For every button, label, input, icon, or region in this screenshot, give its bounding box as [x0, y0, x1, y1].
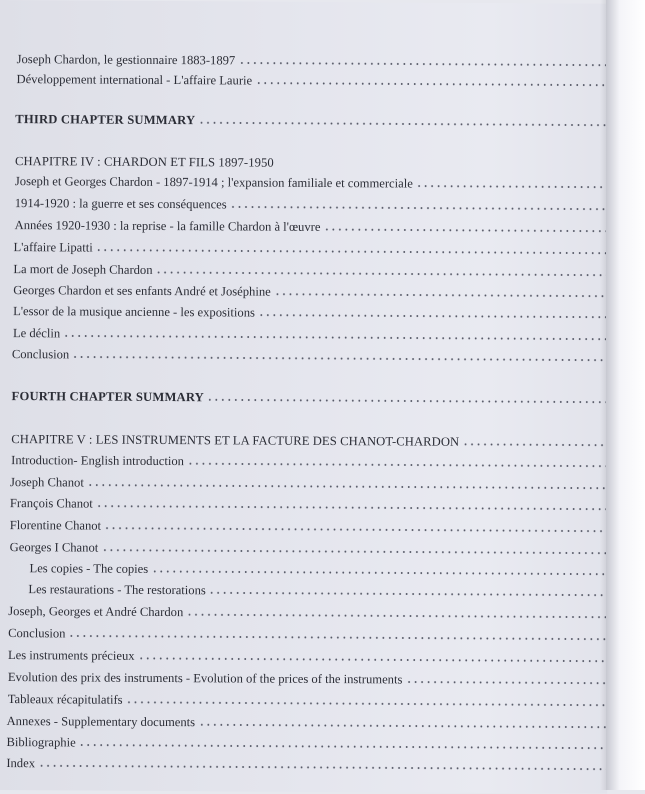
dot-leader: [462, 443, 622, 447]
toc-entry: [13, 256, 643, 280]
toc-entry-title: Les instruments précieux: [7, 648, 135, 663]
toc-entry-title: THIRD CHAPTER SUMMARY: [15, 112, 196, 128]
dot-leader: [101, 549, 620, 555]
toc-entry-title: François Chanot: [9, 496, 93, 511]
page-edge: [606, 0, 645, 790]
dot-leader: [238, 61, 627, 66]
toc-entry: [13, 277, 643, 301]
toc-summary-heading: [12, 383, 642, 407]
toc-entry-title: L'affaire Lipatti: [13, 240, 93, 255]
dot-leader: [87, 484, 621, 490]
toc-entry: [8, 620, 638, 644]
toc-entry: [8, 664, 638, 688]
toc-entry: [15, 212, 645, 236]
dot-leader: [209, 591, 620, 597]
dot-leader: [68, 634, 619, 640]
toc-entry-title: CHAPITRE IV : CHARDON ET FILS 1897-1950: [14, 154, 274, 170]
dot-leader: [151, 570, 620, 576]
toc-entry-title: Bibliographie: [6, 735, 76, 750]
toc-entry-title: Index: [6, 756, 36, 771]
toc-entry-title: Joseph, Georges et André Chardon: [8, 604, 184, 620]
toc-entry-title: Années 1920-1930 : la reprise - la famille Chardon à l'œuvre: [14, 218, 321, 234]
toc-entry-title: Les restaurations - The restorations: [28, 582, 206, 598]
toc-entry: [6, 750, 636, 774]
toc-entry: [9, 555, 639, 579]
dot-leader: [198, 723, 617, 729]
dot-leader: [405, 680, 618, 684]
toc-entry: [10, 512, 640, 536]
toc-entry: [13, 298, 643, 322]
toc-entry-title: FOURTH CHAPTER SUMMARY: [11, 389, 205, 405]
dot-leader: [187, 462, 622, 468]
toc-entry: [16, 66, 645, 90]
toc-entry: [8, 598, 638, 622]
toc-entry: [13, 234, 643, 258]
toc-entry-title: Georges I Chanot: [9, 540, 99, 555]
dot-leader: [79, 743, 618, 749]
toc-entry-title: Georges Chardon et ses enfants André et Joséphine: [13, 283, 271, 299]
dot-leader: [416, 185, 626, 189]
dot-leader: [323, 228, 625, 233]
dot-leader: [72, 355, 623, 361]
toc-entry-title: Conclusion: [11, 347, 70, 362]
toc-entry-title: La mort de Joseph Chardon: [13, 262, 153, 277]
toc-summary-heading: [15, 106, 645, 130]
toc-entry-title: Développement international - L'affaire Laurie: [16, 72, 253, 88]
dot-leader: [38, 764, 617, 771]
toc-entry: [11, 447, 641, 471]
dot-leader: [96, 249, 625, 255]
toc-entry-title: Le déclin: [12, 326, 61, 341]
toc-entry-title: Joseph et Georges Chardon - 1897-1914 ; l'expansion familiale et commerciale: [14, 174, 413, 191]
dot-leader: [274, 293, 624, 298]
toc-entry-title: 1914-1920 : la guerre et ses conséquences: [14, 196, 227, 212]
toc-entry-title: CHAPITRE V : LES INSTRUMENTS ET LA FACTURE DES CHANOT-CHARDON: [11, 432, 460, 449]
toc-entry: [15, 190, 645, 214]
dot-leader: [104, 527, 621, 533]
toc-entry: [7, 708, 637, 732]
toc-entry-title: Conclusion: [8, 626, 66, 641]
dot-leader: [156, 271, 625, 277]
toc-entry: [10, 469, 640, 493]
toc-entry-title: Tableaux récapitulatifs: [7, 692, 123, 707]
toc-entry: [8, 576, 638, 600]
toc-entry: [10, 534, 640, 558]
toc-chapter-heading: [11, 426, 641, 450]
dot-leader: [198, 121, 626, 127]
dot-leader: [230, 205, 626, 210]
dot-leader: [63, 334, 624, 340]
dot-leader: [255, 82, 627, 87]
toc-entry-title: Joseph Chardon, le gestionnaire 1883-1897: [16, 52, 236, 68]
dot-leader: [138, 657, 619, 663]
toc-entry-title: Les copies - The copies: [29, 561, 149, 576]
toc-entry: [15, 168, 645, 192]
dot-leader: [126, 701, 619, 707]
toc-entry: [13, 320, 643, 344]
dot-leader: [96, 505, 621, 511]
toc-entry: [10, 490, 640, 514]
toc-entry: [12, 341, 642, 365]
toc-entry: [8, 686, 638, 710]
toc-entry: [6, 729, 636, 753]
toc-entry-title: Florentine Chanot: [9, 518, 102, 533]
toc-entry-title: Evolution des prix des instruments - Evolution of the prices of the instruments: [7, 670, 403, 687]
toc-entry-title: Joseph Chanot: [10, 475, 84, 490]
dot-leader: [258, 314, 624, 319]
toc-entry-title: Annexes - Supplementary documents: [6, 714, 196, 730]
dot-leader: [186, 613, 619, 619]
toc-entry-title: L'essor de la musique ancienne - les expositions: [13, 304, 255, 320]
toc-entry: [8, 642, 638, 666]
dot-leader: [207, 398, 623, 404]
toc-entry-title: Introduction- English introduction: [11, 453, 185, 469]
